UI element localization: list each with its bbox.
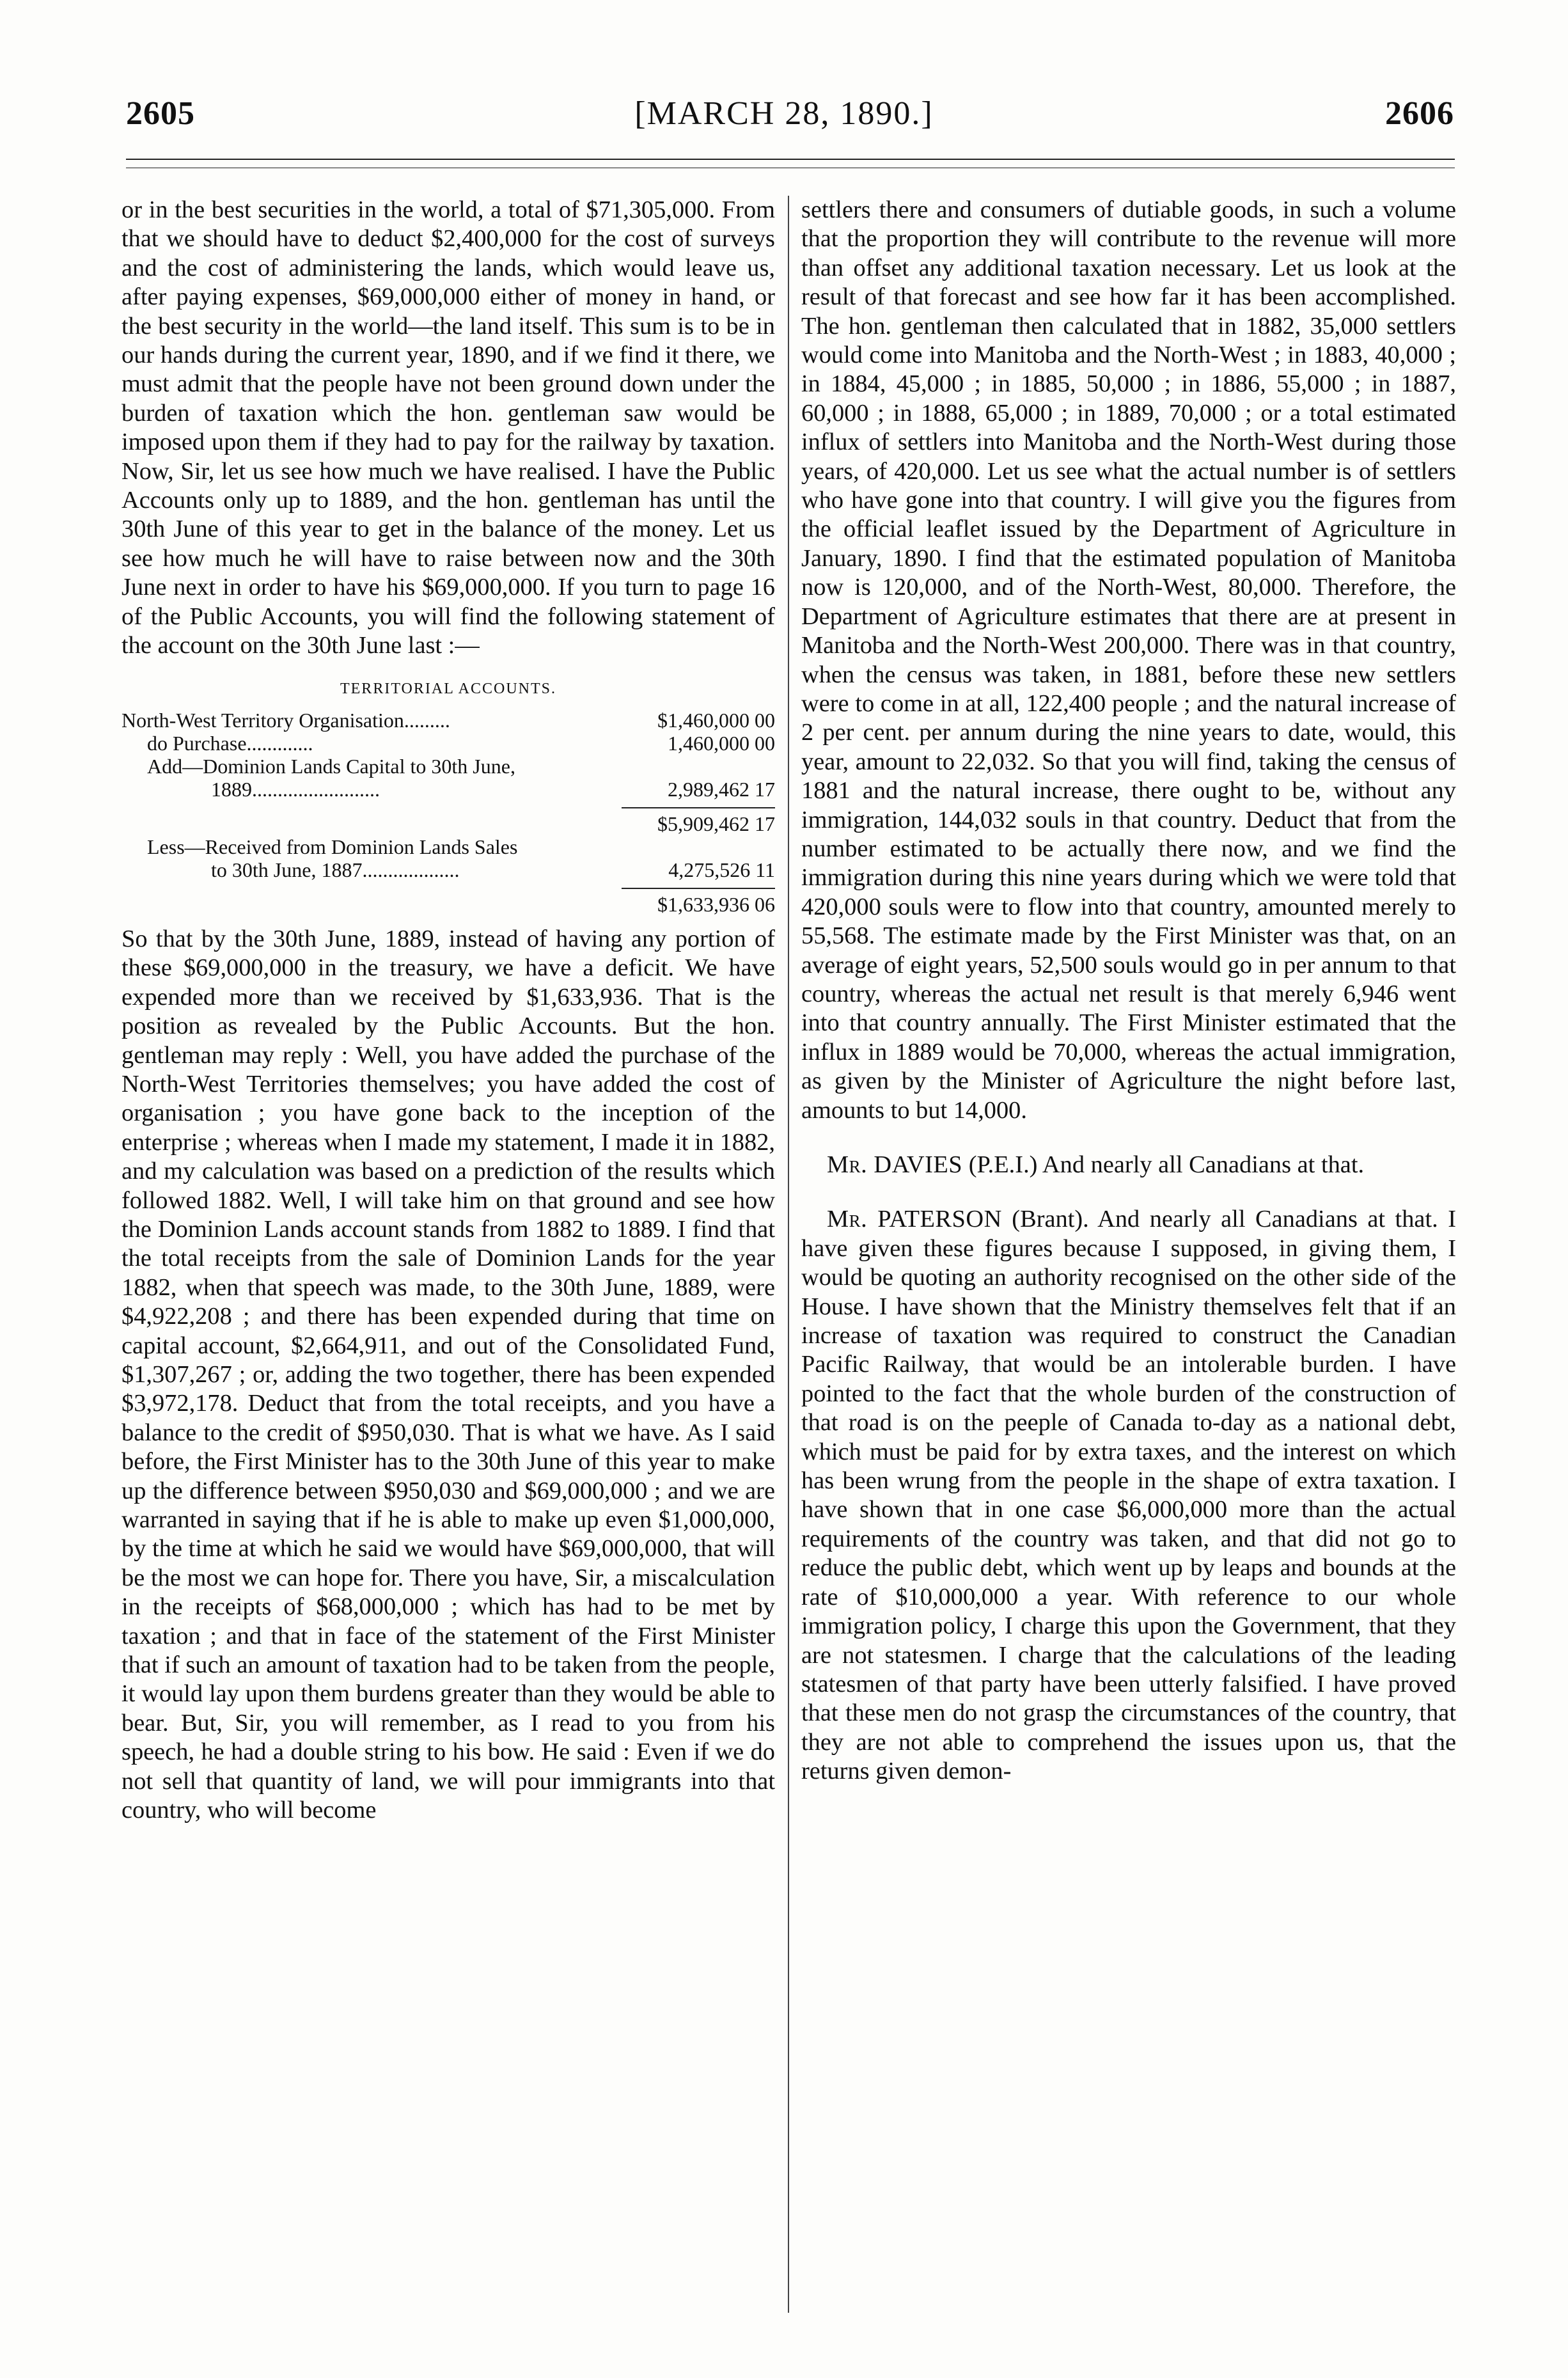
sum-rule <box>622 807 775 808</box>
table-cell-amount: 4,275,526 11 <box>668 858 775 881</box>
page-number-right: 2606 <box>1385 95 1454 132</box>
table-row <box>122 778 775 801</box>
table-cell-label: to 30th June, 1887................... <box>211 858 460 881</box>
page-number-left: 2605 <box>126 95 195 132</box>
page-date-header: [MARCH 28, 1890.] <box>634 95 934 132</box>
table-row <box>122 858 775 881</box>
table-cell-label: Add—Dominion Lands Capital to 30th June, <box>147 754 515 778</box>
table-cell-label: do Purchase............. <box>147 731 313 755</box>
table-cell-label: Less—Received from Dominion Lands Sales <box>147 835 518 858</box>
table-cell-amount: 1,460,000 00 <box>668 731 775 755</box>
table-subtotal: $5,909,462 17 <box>657 812 775 835</box>
table-cell-label: North-West Territory Organisation......... <box>122 708 450 732</box>
table-row <box>122 709 775 732</box>
speaker-name: Mr. DAVIES <box>827 1151 963 1178</box>
speech-paterson <box>801 1205 1456 1786</box>
table-row <box>122 835 775 858</box>
table-title: TERRITORIAL ACCOUNTS. <box>340 680 556 697</box>
column-divider <box>788 196 789 2313</box>
sum-rule <box>622 888 775 889</box>
territorial-accounts-table <box>122 709 775 925</box>
left-paragraph-2: So that by the 30th June, 1889, instead of having any portion of these $69,000,000 in the treasury, we have a deficit. We have expended more than we received by $1,633,936. That is the position as revealed by the Public Accounts. But the hon. gentleman may reply : Well, you have added the purchase of the North-West Territories themselves; you have added the cost of organisation ; you have gone back to the inception of the enterprise ; whereas when I made my statement, I made it in 1882, and my calculation was based on a prediction of the results which followed 1882. Well, I will take him on that ground and see how the Dominion Lands account stands from 1882 to 1889. I find that the total receipts from the sale of Dominion Lands for the year 1882, when that speech was made, to the 30th June, 1889, were $4,922,208 ; and there has been expended during that time on capital account, $2,664,911, and out of the Consolidated Fund, $1,307,267 ; or, adding the two together, there has been expended $3,972,178. Deduct that from the total receipts, and you have a balance to the credit of $950,030. That is what we have. As I said before, the First Minister has to the 30th June of this year to make up the difference between $950,030 and $69,000,000 ; and we are warranted in saying that if he is able to make up even $1,000,000, by the time at which he said we would have $69,000,000, that will be the most we can hope for. There you have, Sir, a miscalculation in the receipts of $68,000,000 ; which has had to be met by taxation ; and that in face of the statement of the First Minister that if such an amount of taxation had to be taken from the people, it would lay upon them burdens greater than they would be able to bear. But, Sir, you will remember, as I read to you from his speech, he had a double string to his bow. He said : Even if we do not sell that quantity of land, we will pour immigrants into that country, who will become <box>122 925 775 1824</box>
speech-text: (Brant). And nearly all Canadians at that. I have given these figures because I supposed, in giving them, I would be quoting an authority recognised on the other side of the House. I have shown that the Ministry themselves felt that if an increase of taxation was required to construct the Canadian Pacific Railway, that would be an intolerable burden. I have pointed to the fact that the whole burden of the construction of that road is on the peeple of Canada to-day as a national debt, which must be paid for by extra taxes, and the interest on which has been wrung from the people in the shape of extra taxation. I have shown that in one case $6,000,000 more than the actual requirements of the country was taken, and that did not go to reduce the public debt, which went up by leaps and bounds at the rate of $10,000,000 a year. With reference to our whole immigration policy, I charge this upon the Government, that they are not statesmen. I charge that the calculations of the leading statesmen of that party have been utterly falsified. I have proved that these men do not grasp the circumstances of the country, that they are not able to comprehend the issues upon us, that the returns given demon- <box>801 1206 1456 1785</box>
table-total: $1,633,936 06 <box>657 892 775 916</box>
left-paragraph-1: or in the best securities in the world, a total of $71,305,000. From that we should have to deduct $2,400,000 for the cost of surveys and the cost of administering the lands, which would leave us, after paying expenses, $69,000,000 either of money in hand, or the best security in the world—the land itself. This sum is to be in our hands during the current year, 1890, and if we find it there, we must admit that the people have not been ground down under the burden of taxation which the hon. gentleman saw would be imposed upon them if they had to pay for the railway by taxation. Now, Sir, let us see how much we have realised. I have the Public Accounts only up to 1889, and the hon. gentleman has until the 30th June of this year to get in the balance of the money. Let us see how much he will have to raise between now and the 30th June next in order to have his $69,000,000. If you turn to page 16 of the Public Accounts, you will find the following statement of the account on the 30th June last :— <box>122 196 775 659</box>
left-column <box>122 196 775 2320</box>
table-cell-amount: $1,460,000 00 <box>657 708 775 732</box>
spacer <box>122 916 775 925</box>
speaker-name: Mr. PATERSON <box>827 1206 1002 1233</box>
table-cell-amount: 2,989,462 17 <box>668 777 775 801</box>
speech-text: (P.E.I.) And nearly all Canadians at that. <box>962 1151 1365 1178</box>
table-row <box>122 755 775 778</box>
speech-davies <box>801 1151 1456 1179</box>
right-column <box>801 196 1456 2320</box>
table-cell-label: 1889......................... <box>211 777 380 801</box>
right-paragraph-1: settlers there and consumers of dutiable goods, in such a volume that the proportion they will contribute to the revenue will more than offset any additional taxation necessary. Let us look at the result of that forecast and see how far it has been accomplished. The hon. gentleman then calculated that in 1882, 35,000 settlers would come into Manitoba and the North-West ; in 1883, 40,000 ; in 1884, 45,000 ; in 1885, 50,000 ; in 1886, 55,000 ; in 1887, 60,000 ; in 1888, 65,000 ; in 1889, 70,000 ; or a total estimated influx of settlers into Manitoba and the North-West during those years, of 420,000. Let us see what the actual number is of settlers who have gone into that country. I will give you the figures from the official leaflet issued by the Department of Agriculture in January, 1890. I find that the estimated population of Manitoba now is 120,000, and of the North-West, 80,000. Therefore, the Department of Agriculture estimates that there are at present in Manitoba and the North-West 200,000. There was in that country, when the census was taken, in 1881, before these new settlers were to come in at all, 122,400 people ; and the natural increase of 2 per cent. per annum during the nine years to date, would, this year, amount to 22,032. So that you will find, taking the census of 1881 and the natural increase, there ought to be, without any immigration, 144,032 souls in that country. Deduct that from the number estimated to be actually there now, and we find the immigration during this nine years during which we were told that 420,000 souls were to flow into that country, amounted merely to 55,568. The estimate made by the First Minister was that, on an average of eight years, 52,500 souls would go in per annum to that country, whereas the actual net result is that merely 6,946 went into that country annually. The First Minister estimated that the influx in 1889 would be 70,000, whereas the actual immigration, as given by the Minister of Agriculture the night before last, amounts to but 14,000. <box>801 196 1456 1124</box>
header-rule <box>126 159 1455 160</box>
table-row <box>122 732 775 755</box>
